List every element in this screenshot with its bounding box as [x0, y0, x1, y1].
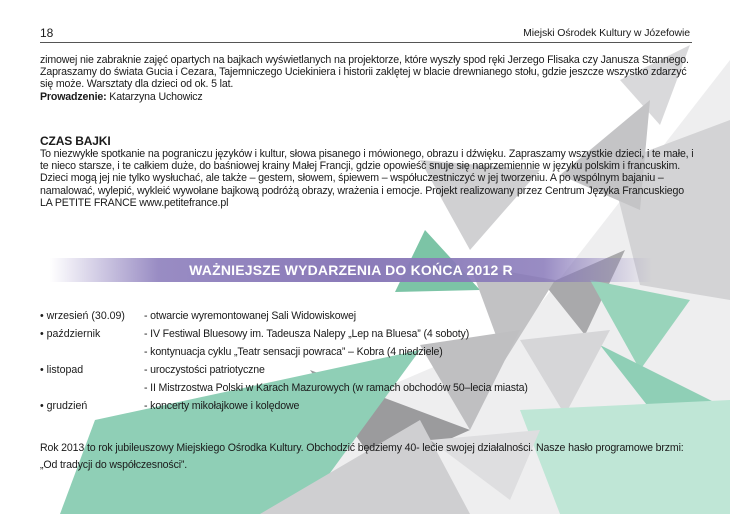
page-number: 18 [40, 26, 54, 40]
lead-label: Prowadzenie: [40, 90, 107, 103]
intro-paragraph: zimowej nie zabraknie zajęć opartych na bajkach wyświetlanych na projektorze, które wyszły spod ręki Jerzego Flisaka czy Janusza Stannego. Zapraszamy do świata Gucia i Cezara, Tajemniczego Uciekiniera i historii zaklętej w blacie drewnianego stołu, gdzie jeszcze wszystko zdarzyć się może. Warsztaty dla dzieci od ok. 5 lat. [40, 54, 689, 91]
event-description: - II Mistrzostwa Polski w Karach Mazurowych (w ramach obchodów 50–lecia miasta) [144, 382, 528, 394]
running-title: Miejski Ośrodek Kultury w Józefowie [523, 27, 690, 39]
event-description: - koncerty mikołajkowe i kolędowe [144, 400, 300, 412]
closing-block [40, 440, 695, 474]
event-month: • październik [40, 328, 101, 340]
event-description: - kontynuacja cyklu „Teatr sensacji powraca” – Kobra (4 niedziele) [144, 346, 443, 358]
section-heading: CZAS BAJKI [40, 134, 111, 148]
closing-paragraph: Rok 2013 to rok jubileuszowy Miejskiego Ośrodka Kultury. Obchodzić będziemy 40- lecie swojej działalności. Nasze hasło programowe brzmi: „Od tradycji do współczesności”. [40, 442, 684, 471]
page-header [40, 24, 692, 43]
czas-bajki-paragraph: To niezwykłe spotkanie na pograniczu języków i kultur, słowa pisanego i mówionego, obrazu i dźwięku. Zapraszamy wszystkie dzieci, i te małe, i te nieco starsze, i te całkiem duże, do baśniowej krainy Małej Francji, gdzie opowieść snuje się naprzemiennie w języku polskim i francuskim. Dzieci mogą jej nie tylko wysłuchać, ale także – gestem, słowem, śpiewem – współuczestniczyć w jej tworzeniu. A po wspólnym bajaniu – namalować, wylepić, wykleić wywołane bajkową podróżą obrazy, wrażenia i emocje. Projekt realizowany przez Centrum Języka Francuskiego LA PETITE FRANCE www.petitefrance.pl [40, 148, 694, 209]
event-description: - IV Festiwal Bluesowy im. Tadeusza Nalepy „Lep na Bluesa” (4 soboty) [144, 328, 470, 340]
intro-block [40, 54, 695, 103]
czas-bajki-section [40, 134, 695, 209]
event-description: - uroczystości patriotyczne [144, 364, 265, 376]
lead-name: Katarzyna Uchowicz [109, 90, 203, 103]
event-month: • wrzesień (30.09) [40, 310, 125, 322]
lead-line [40, 91, 695, 103]
event-month: • grudzień [40, 400, 88, 412]
banner-title: WAŻNIEJSZE WYDARZENIA DO KOŃCA 2012 R [189, 262, 513, 278]
event-month: • listopad [40, 364, 84, 376]
events-banner [50, 258, 652, 282]
event-description: - otwarcie wyremontowanej Sali Widowiskowej [144, 310, 356, 322]
